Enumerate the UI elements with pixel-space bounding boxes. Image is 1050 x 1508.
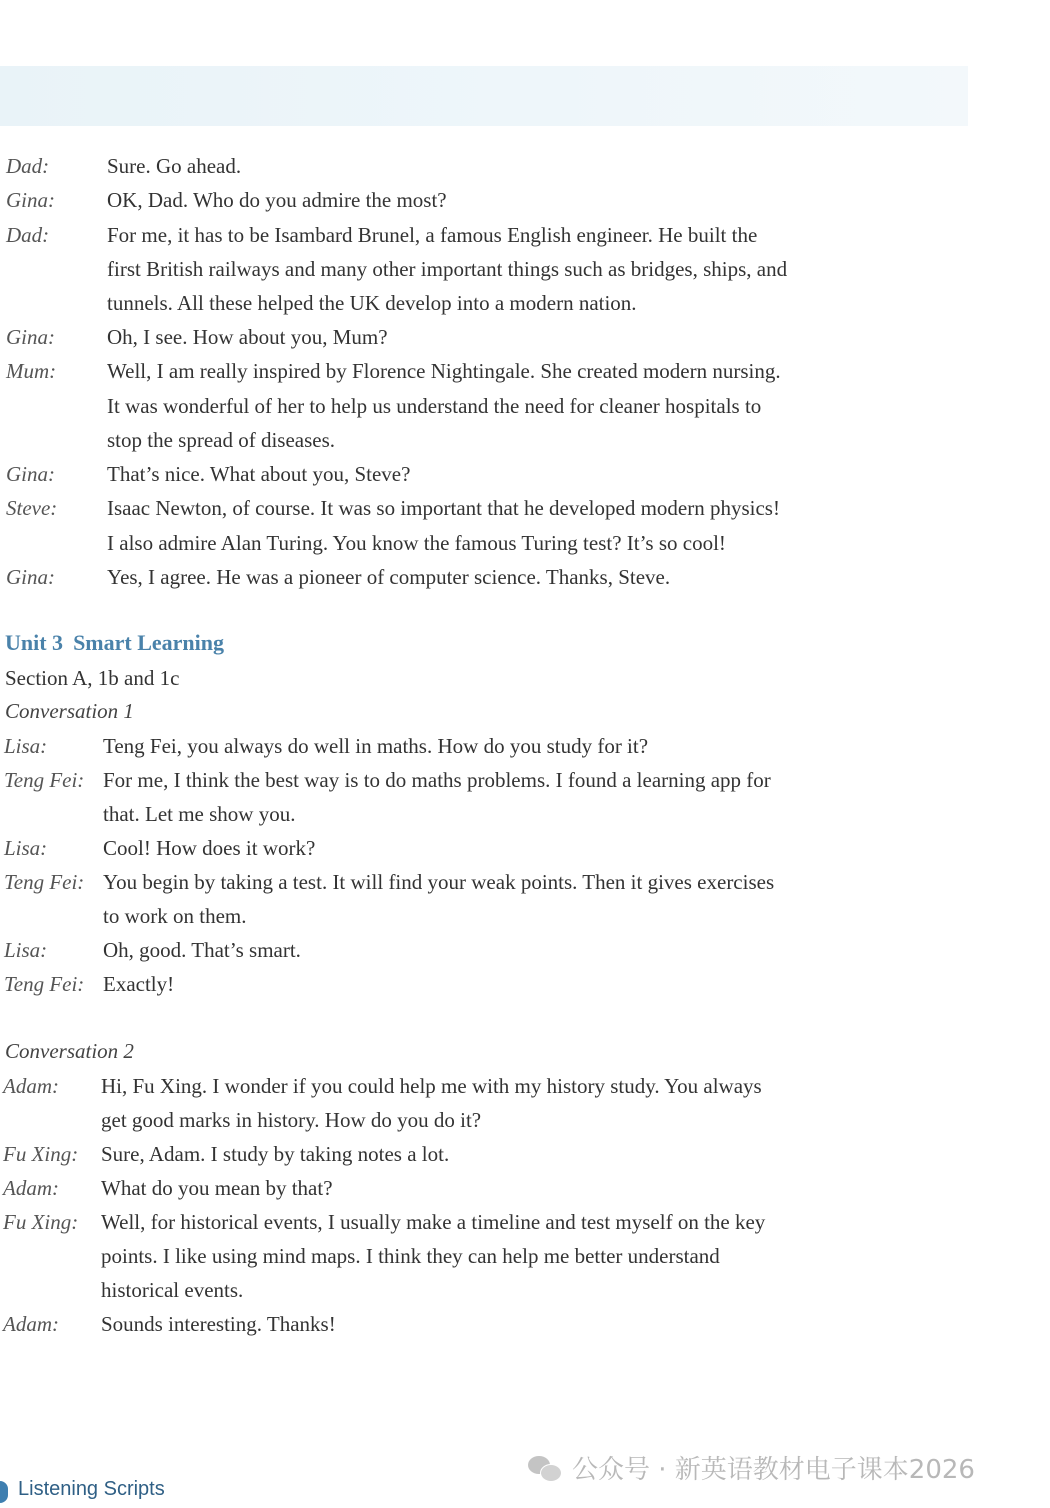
speech-text: OK, Dad. Who do you admire the most? — [107, 188, 447, 212]
speech-text: to work on them. — [103, 904, 247, 928]
speaker-label: Gina: — [6, 462, 55, 486]
speaker-label: Dad: — [6, 223, 50, 247]
speech-text: Sounds interesting. Thanks! — [101, 1312, 336, 1336]
speaker-label: Fu Xing: — [3, 1142, 79, 1166]
speaker-label: Teng Fei: — [4, 870, 85, 894]
speaker-label: Lisa: — [4, 734, 48, 758]
speech-text: Oh, I see. How about you, Mum? — [107, 325, 388, 349]
footer-label: Listening Scripts — [18, 1478, 165, 1500]
speech-text: Well, I am really inspired by Florence Nightingale. She created modern nursing. — [107, 359, 781, 383]
speaker-label: Teng Fei: — [4, 768, 85, 792]
speaker-label: Lisa: — [4, 938, 48, 962]
watermark — [528, 1449, 975, 1486]
speech-text: Cool! How does it work? — [103, 836, 316, 860]
speaker-label: Dad: — [6, 154, 50, 178]
wechat-icon — [528, 1454, 562, 1482]
footer-marker — [0, 1481, 8, 1503]
speech-text: That’s nice. What about you, Steve? — [107, 462, 411, 486]
speech-text: Isaac Newton, of course. It was so important that he developed modern physics! — [107, 496, 780, 520]
speech-text: points. I like using mind maps. I think they can help me better understand — [101, 1244, 720, 1268]
speaker-label: Adam: — [3, 1312, 59, 1336]
unit-heading — [5, 630, 224, 656]
speech-text: It was wonderful of her to help us understand the need for cleaner hospitals to — [107, 394, 762, 418]
speaker-label: Lisa: — [4, 836, 48, 860]
speaker-label: Gina: — [6, 565, 55, 589]
speech-text: that. Let me show you. — [103, 802, 296, 826]
unit-number: Unit 3 — [5, 630, 64, 655]
speech-text: first British railways and many other important things such as bridges, ships, and — [107, 257, 788, 281]
speech-text: Oh, good. That’s smart. — [103, 938, 301, 962]
speaker-label: Adam: — [3, 1176, 59, 1200]
unit-title: Smart Learning — [73, 630, 225, 655]
header-band — [0, 66, 968, 126]
speech-text: What do you mean by that? — [101, 1176, 333, 1200]
speech-text: Yes, I agree. He was a pioneer of computer science. Thanks, Steve. — [107, 565, 671, 589]
speech-text: Hi, Fu Xing. I wonder if you could help me with my history study. You always — [101, 1074, 762, 1098]
speech-text: For me, I think the best way is to do maths problems. I found a learning app for — [103, 768, 771, 792]
speaker-label: Adam: — [3, 1074, 59, 1098]
speaker-label: Gina: — [6, 188, 55, 212]
speech-text: stop the spread of diseases. — [107, 428, 336, 452]
speech-text: I also admire Alan Turing. You know the famous Turing test? It’s so cool! — [107, 531, 726, 555]
speaker-label: Fu Xing: — [3, 1210, 79, 1234]
speaker-label: Gina: — [6, 325, 55, 349]
speech-text: For me, it has to be Isambard Brunel, a famous English engineer. He built the — [107, 223, 758, 247]
conversation-title: Conversation 2 — [5, 1039, 134, 1063]
speech-text: Teng Fei, you always do well in maths. How do you study for it? — [103, 734, 649, 758]
conversation-title: Conversation 1 — [5, 699, 134, 723]
speech-text: tunnels. All these helped the UK develop into a modern nation. — [107, 291, 637, 315]
speech-text: You begin by taking a test. It will find your weak points. Then it gives exercises — [103, 870, 775, 894]
speech-text: historical events. — [101, 1278, 244, 1302]
section-label: Section A, 1b and 1c — [5, 666, 180, 690]
speaker-label: Mum: — [6, 359, 57, 383]
speech-text: Well, for historical events, I usually make a timeline and test myself on the key — [101, 1210, 766, 1234]
speech-text: Sure, Adam. I study by taking notes a lot. — [101, 1142, 450, 1166]
speech-text: Sure. Go ahead. — [107, 154, 242, 178]
watermark-text: 公众号 · 新英语教材电子课本2026 — [572, 1455, 975, 1485]
speaker-label: Steve: — [6, 496, 58, 520]
speaker-label: Teng Fei: — [4, 972, 85, 996]
speech-text: Exactly! — [103, 972, 175, 996]
speech-text: get good marks in history. How do you do it? — [101, 1108, 482, 1132]
